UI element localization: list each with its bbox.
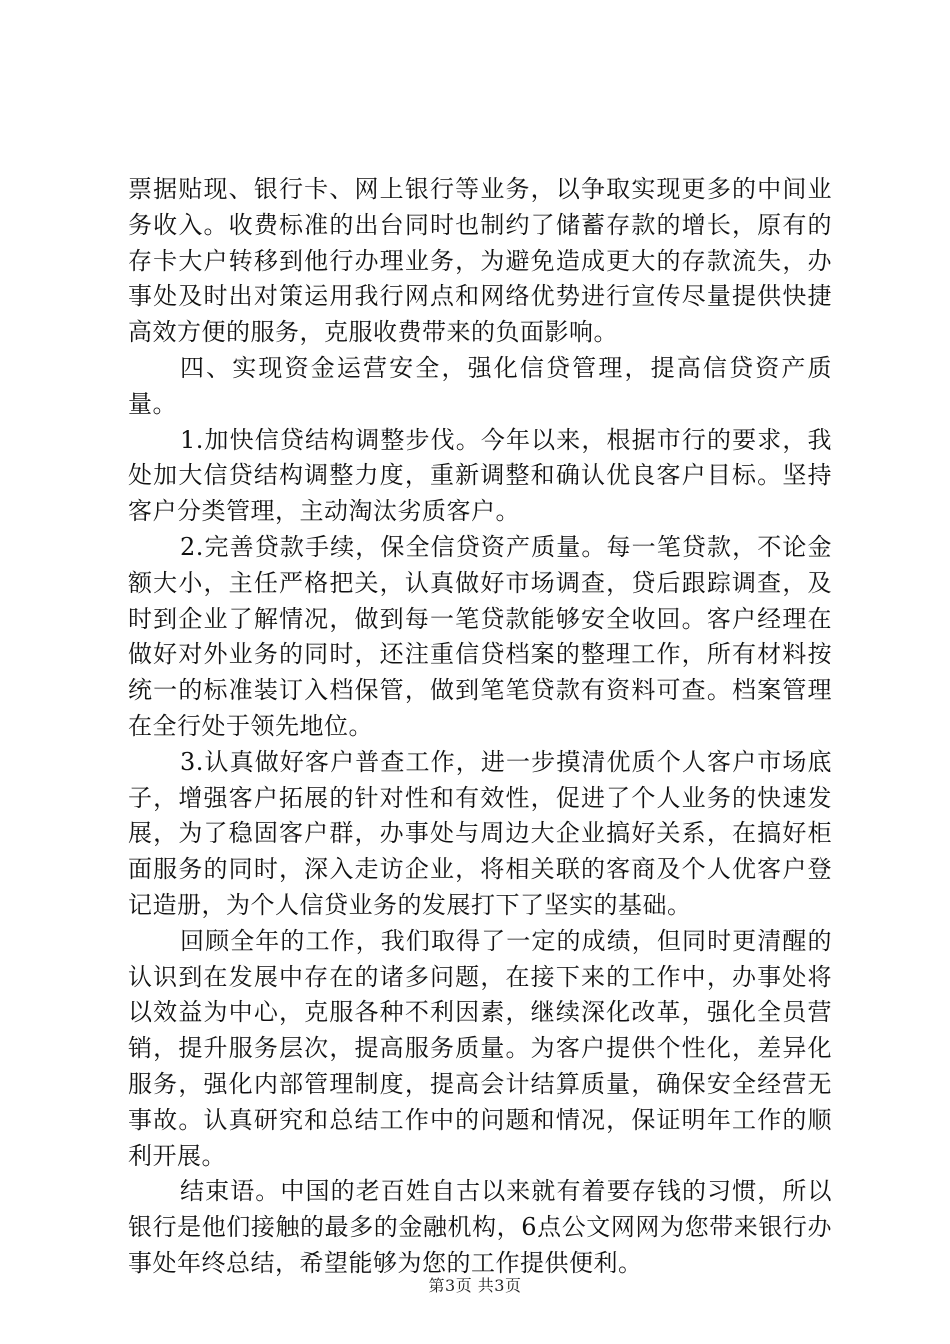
- paragraph-6: 回顾全年的工作，我们取得了一定的成绩，但同时更清醒的认识到在发展中存在的诸多问题，在接下来的工作中，办事处将以效益为中心，克服各种不利因素，继续深化改革，强化全员营销，提升服务层次，提高服务质量。为客户提供个性化，差异化服务，强化内部管理制度，提高会计结算质量，确保安全经营无事故。认真研究和总结工作中的问题和情况，保证明年工作的顺利开展。: [128, 926, 832, 1170]
- paragraph-1: 票据贴现、银行卡、网上银行等业务，以争取实现更多的中间业务收入。收费标准的出台同时也制约了储蓄存款的增长，原有的存卡大户转移到他行办理业务，为避免造成更大的存款流失，办事处及时出对策运用我行网点和网络优势进行宣传尽量提供快捷高效方便的服务，克服收费带来的负面影响。: [128, 175, 832, 347]
- document-body: [128, 172, 832, 1282]
- page-number: 第3页 共3页: [428, 1276, 522, 1295]
- paragraph-4: 2.完善贷款手续，保全信贷资产质量。每一笔贷款，不论金额大小，主任严格把关，认真做好市场调查，贷后跟踪调查，及时到企业了解情况，做到每一笔贷款能够安全收回。客户经理在做好对外业务的同时，还注重信贷档案的整理工作，所有材料按统一的标准装订入档保管，做到笔笔贷款有资料可查。档案管理在全行处于领先地位。: [128, 532, 832, 740]
- paragraph-2-heading: 四、实现资金运营安全，强化信贷管理，提高信贷资产质量。: [128, 353, 832, 418]
- page-footer: [0, 1276, 950, 1296]
- paragraph-7-conclusion: 结束语。中国的老百姓自古以来就有着要存钱的习惯，所以银行是他们接触的最多的金融机构，6点公文网网为您带来银行办事处年终总结，希望能够为您的工作提供便利。: [128, 1177, 832, 1277]
- paragraph-3: 1.加快信贷结构调整步伐。今年以来，根据市行的要求，我处加大信贷结构调整力度，重新调整和确认优良客户目标。坚持客户分类管理，主动淘汰劣质客户。: [128, 425, 832, 526]
- paragraph-5: 3.认真做好客户普查工作，进一步摸清优质个人客户市场底子，增强客户拓展的针对性和有效性，促进了个人业务的快速发展，为了稳固客户群，办事处与周边大企业搞好关系，在搞好柜面服务的同时，深入走访企业，将相关联的客商及个人优客户登记造册，为个人信贷业务的发展打下了坚实的基础。: [128, 747, 832, 919]
